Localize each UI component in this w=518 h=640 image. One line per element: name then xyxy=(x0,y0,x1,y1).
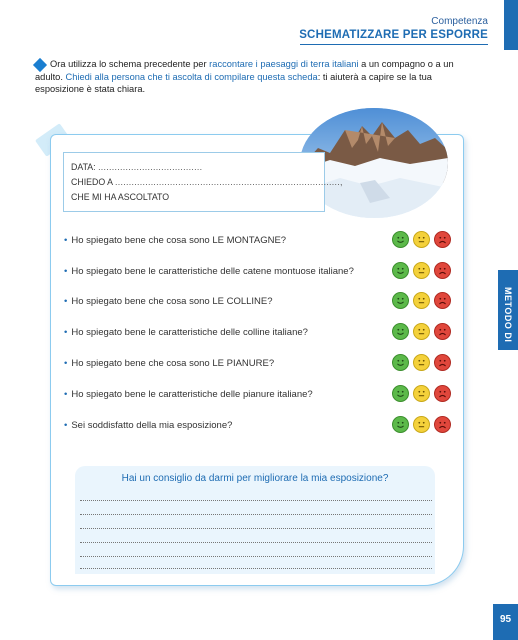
happy-face-icon[interactable] xyxy=(392,292,409,309)
advice-line[interactable] xyxy=(80,542,432,543)
rating-row-3 xyxy=(392,292,451,309)
sad-face-icon[interactable] xyxy=(434,323,451,340)
header-divider xyxy=(300,44,488,45)
advice-title: Hai un consiglio da darmi per migliorare la mia esposizione? xyxy=(121,473,389,484)
corner-tab xyxy=(504,0,518,50)
page-title: SCHEMATIZZARE PER ESPORRE xyxy=(299,29,488,41)
happy-face-icon[interactable] xyxy=(392,354,409,371)
advice-line[interactable] xyxy=(80,528,432,529)
listener-label: CHE MI HA ASCOLTATO xyxy=(71,192,170,202)
sad-face-icon[interactable] xyxy=(434,416,451,433)
happy-face-icon[interactable] xyxy=(392,385,409,402)
sad-face-icon[interactable] xyxy=(434,354,451,371)
advice-line[interactable] xyxy=(80,514,432,515)
question-6: • Ho spiegato bene le caratteristiche delle pianure italiane? xyxy=(64,389,313,400)
neutral-face-icon[interactable] xyxy=(413,385,430,402)
question-4: • Ho spiegato bene le caratteristiche delle colline italiane? xyxy=(64,327,308,338)
sad-face-icon[interactable] xyxy=(434,231,451,248)
rating-row-6 xyxy=(392,385,451,402)
ask-field[interactable]: CHIEDO A .................................................................................., xyxy=(71,177,343,187)
instruction-highlight-1: raccontare i paesaggi di terra italiani xyxy=(209,59,359,69)
rating-row-5 xyxy=(392,354,451,371)
advice-line[interactable] xyxy=(80,568,432,569)
neutral-face-icon[interactable] xyxy=(413,354,430,371)
neutral-face-icon[interactable] xyxy=(413,262,430,279)
happy-face-icon[interactable] xyxy=(392,323,409,340)
question-7: • Sei soddisfatto della mia esposizione? xyxy=(64,420,233,431)
rating-row-2 xyxy=(392,262,451,279)
advice-line[interactable] xyxy=(80,556,432,557)
question-2: • Ho spiegato bene le caratteristiche delle catene montuose italiane? xyxy=(64,266,354,277)
advice-line[interactable] xyxy=(80,500,432,501)
happy-face-icon[interactable] xyxy=(392,231,409,248)
happy-face-icon[interactable] xyxy=(392,262,409,279)
rating-row-7 xyxy=(392,416,451,433)
sad-face-icon[interactable] xyxy=(434,292,451,309)
neutral-face-icon[interactable] xyxy=(413,231,430,248)
neutral-face-icon[interactable] xyxy=(413,416,430,433)
sad-face-icon[interactable] xyxy=(434,262,451,279)
question-1: • Ho spiegato bene che cosa sono LE MONTAGNE? xyxy=(64,235,287,246)
instruction-highlight-2: Chiedi alla persona che ti ascolta di compilare questa scheda xyxy=(65,71,318,82)
happy-face-icon[interactable] xyxy=(392,416,409,433)
neutral-face-icon[interactable] xyxy=(413,323,430,340)
side-tab-label: METODO DI STUDIO xyxy=(483,287,513,343)
rating-row-1 xyxy=(392,231,451,248)
section-label: Competenza xyxy=(431,16,488,27)
sad-face-icon[interactable] xyxy=(434,385,451,402)
date-field[interactable]: DATA: ...................................... xyxy=(71,162,203,172)
page-number: 95 xyxy=(499,614,512,625)
neutral-face-icon[interactable] xyxy=(413,292,430,309)
instruction-text: Ora utilizza lo schema precedente per raccontare i paesaggi di terra italiani a un compagno o a un adulto. Chiedi alla persona che ti ascolta di compilare questa scheda: ti aiuterà a capire se la tua esposizione è stata chiara. xyxy=(35,59,454,94)
question-3: • Ho spiegato bene che cosa sono LE COLLINE? xyxy=(64,296,273,307)
rating-row-4 xyxy=(392,323,451,340)
question-5: • Ho spiegato bene che cosa sono LE PIANURE? xyxy=(64,358,275,369)
